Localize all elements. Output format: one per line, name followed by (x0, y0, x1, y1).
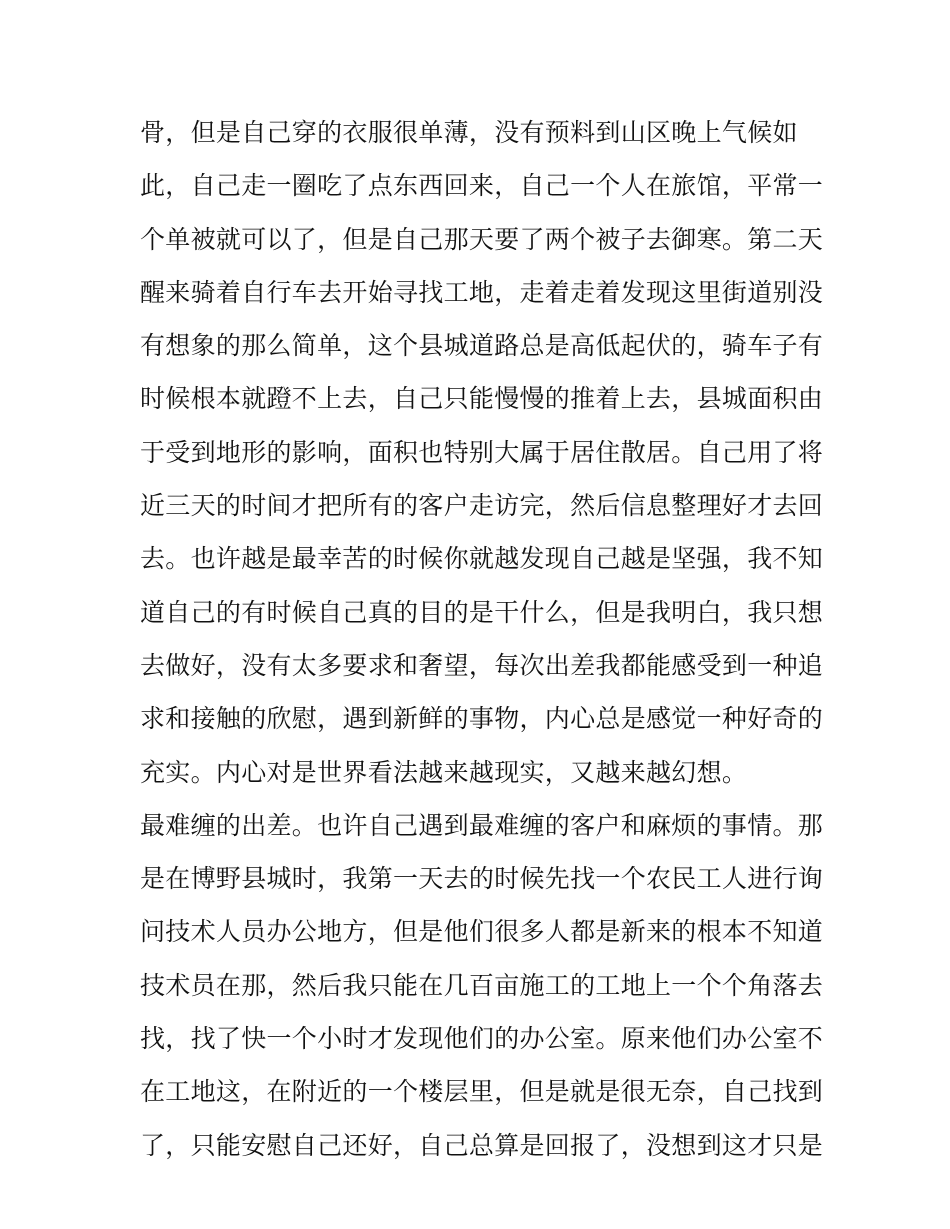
body-text (140, 106, 824, 1172)
text-line: 近三天的时间才把所有的客户走访完，然后信息整理好才去回 (140, 491, 824, 521)
text-line: 找，找了快一个小时才发现他们的办公室。原来他们办公室不 (140, 1024, 824, 1054)
text-line: 骨，但是自己穿的衣服很单薄，没有预料到山区晚上气候如 (140, 118, 798, 147)
text-line: 在工地这，在附近的一个楼层里，但是就是很无奈，自己找到 (140, 1077, 824, 1107)
text-line: 于受到地形的影响，面积也特别大属于居住散居。自己用了将 (140, 437, 824, 467)
text-line: 有想象的那么简单，这个县城道路总是高低起伏的，骑车子有 (140, 331, 824, 361)
text-line: 道自己的有时候自己真的目的是干什么，但是我明白，我只想 (140, 597, 824, 627)
text-line: 去。也许越是最幸苦的时候你就越发现自己越是坚强，我不知 (140, 544, 824, 574)
text-line: 个单被就可以了，但是自己那天要了两个被子去御寒。第二天 (140, 224, 824, 254)
text-line: 充实。内心对是世界看法越来越现实，又越来越幻想。 (140, 757, 748, 787)
text-line: 此，自己走一圈吃了点东西回来，自己一个人在旅馆，平常一 (140, 171, 824, 201)
text-line: 技术员在那，然后我只能在几百亩施工的工地上一个个角落去 (140, 970, 824, 1000)
text-line: 最难缠的出差。也许自己遇到最难缠的客户和麻烦的事情。那 (140, 810, 824, 840)
text-line: 求和接触的欣慰，遇到新鲜的事物，内心总是感觉一种好奇的 (140, 704, 824, 734)
text-line: 时候根本就蹬不上去，自己只能慢慢的推着上去，县城面积由 (140, 384, 824, 414)
text-line: 问技术人员办公地方，但是他们很多人都是新来的根本不知道 (140, 917, 824, 947)
text-line: 是在博野县城时，我第一天去的时候先找一个农民工人进行询 (140, 864, 824, 894)
text-line: 去做好，没有太多要求和奢望，每次出差我都能感受到一种追 (140, 650, 824, 680)
text-line: 醒来骑着自行车去开始寻找工地，走着走着发现这里街道别没 (140, 277, 824, 307)
text-line: 了，只能安慰自己还好，自己总算是回报了，没想到这才只是 (140, 1130, 824, 1160)
